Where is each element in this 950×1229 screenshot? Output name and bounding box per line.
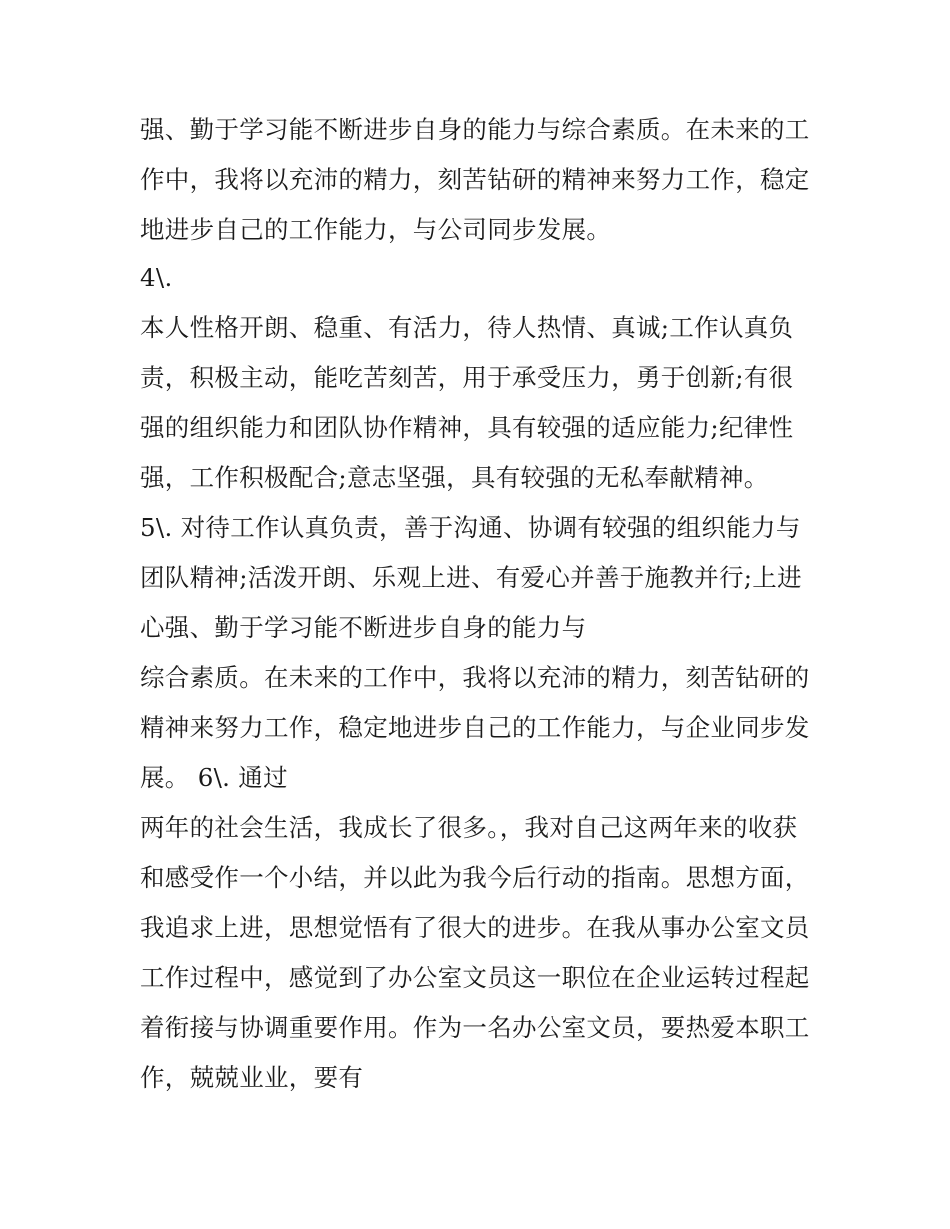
text-line: 我追求上进，思想觉悟有了很大的进步。在我从事办公室文员 — [140, 913, 810, 942]
text-line: 4\. — [140, 263, 173, 292]
text-line: 心强、勤于学习能不断进步自身的能力与 — [140, 613, 587, 642]
text-line: 精神来努力工作，稳定地进步自己的工作能力，与企业同步发 — [140, 713, 810, 742]
text-line: 作中，我将以充沛的精力，刻苦钻研的精神来努力工作，稳定 — [140, 165, 810, 194]
text-line: 5\. 对待工作认真负责，善于沟通、协调有较强的组织能力与 — [140, 513, 801, 542]
text-line: 作，兢兢业业，要有 — [140, 1063, 364, 1092]
text-line: 强、勤于学习能不断进步自身的能力与综合素质。在未来的工 — [140, 115, 810, 144]
text-line: 团队精神;活泼开朗、乐观上进、有爱心并善于施教并行;上进 — [140, 563, 802, 592]
text-line: 强，工作积极配合;意志坚强，具有较强的无私奉献精神。 — [140, 463, 769, 492]
text-line: 展。 6\. 通过 — [140, 763, 288, 792]
text-line: 着衔接与协调重要作用。作为一名办公室文员，要热爱本职工 — [140, 1013, 810, 1042]
text-line: 地进步自己的工作能力，与公司同步发展。 — [140, 215, 612, 244]
text-line: 综合素质。在未来的工作中，我将以充沛的精力，刻苦钻研的 — [140, 663, 810, 692]
text-line: 两年的社会生活，我成长了很多。，我对自己这两年来的收获 — [140, 813, 798, 842]
text-line: 和感受作一个小结，并以此为我今后行动的指南。思想方面， — [140, 863, 810, 892]
text-line: 工作过程中，感觉到了办公室文员这一职位在企业运转过程起 — [140, 963, 810, 992]
text-line: 强的组织能力和团队协作精神，具有较强的适应能力;纪律性 — [140, 413, 794, 442]
text-line: 本人性格开朗、稳重、有活力，待人热情、真诚;工作认真负 — [140, 313, 794, 342]
text-line: 责，积极主动，能吃苦刻苦，用于承受压力，勇于创新;有很 — [140, 363, 794, 392]
